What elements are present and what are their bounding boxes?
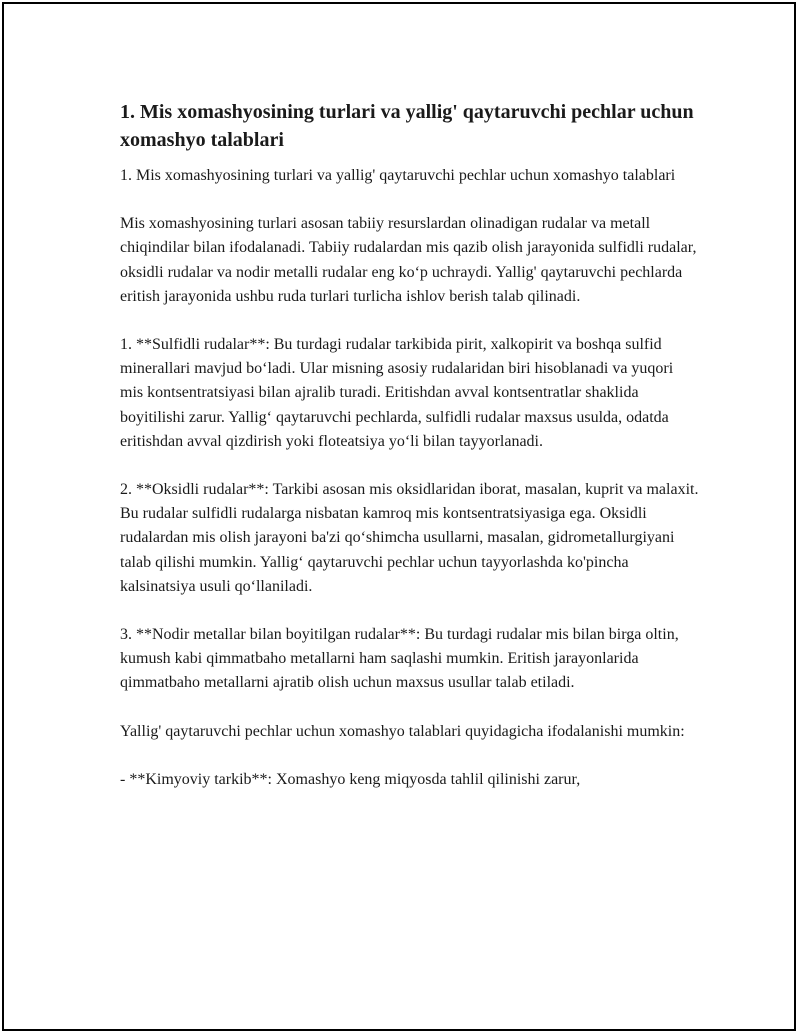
paragraph-sulfide-ores: 1. **Sulfidli rudalar**: Bu turdagi rudalar tarkibida pirit, xalkopirit va boshqa sulfid minerallari mavjud boʻladi. Ular misning asosiy rudalaridan biri hisoblanadi va yuqori mis kontsentratsiyasi bilan ajralib turadi. Eritishdan avval kontsentratlar shaklida boyitilishi zarur. Yalligʻ qaytaruvchi pechlarda, sulfidli rudalar maxsus usulda, odatda eritishdan avval qizdirish yoki floteatsiya yoʻli bilan tayyorlanadi. [120, 336, 678, 450]
document-content [120, 98, 703, 816]
paragraph-precious-metal-ores: 3. **Nodir metallar bilan boyitilgan rudalar**: Bu turdagi rudalar mis bilan birga oltin, kumush kabi qimmatbaho metallarni ham saqlashi mumkin. Eritish jarayonlarida qimmatbaho metallarni ajratib olish uchun maxsus usullar talab etiladi. [120, 626, 683, 692]
paragraph-chemical-composition: - **Kimyoviy tarkib**: Xomashyo keng miqyosda tahlil qilinishi zarur, [120, 770, 581, 788]
paragraph-intro-heading: 1. Mis xomashyosining turlari va yallig' qaytaruvchi pechlar uchun xomashyo talablari [120, 167, 676, 184]
paragraph-oxide-ores: 2. **Oksidli rudalar**: Tarkibi asosan mis oksidlaridan iborat, masalan, kuprit va malaxit. Bu rudalar sulfidli rudalarga nisbatan kamroq mis kontsentratsiyasiga ega. Oksidli rudalardan mis olish jarayoni ba'zi qoʻshimcha usullarni, masalan, gidrometallurgiyani talab qilishi mumkin. Yalligʻ qaytaruvchi pechlar uchun tayyorlashda ko'pincha kalsinatsiya usuli qoʻllaniladi. [120, 481, 703, 595]
document-title: 1. Mis xomashyosining turlari va yallig' qaytaruvchi pechlar uchun xomashyo talablari [120, 101, 694, 151]
paragraph-overview: Mis xomashyosining turlari asosan tabiiy resurslardan olinadigan rudalar va metall chiqindilar bilan ifodalanadi. Tabiiy rudalardan mis qazib olish jarayonida sulfidli rudalar, oksidli rudalar va nodir metalli rudalar eng koʻp uchraydi. Yallig' qaytaruvchi pechlarda eritish jarayonida ushbu ruda turlari turlicha ishlov berish talab qilinadi. [120, 215, 701, 305]
paragraph-requirements-intro: Yallig' qaytaruvchi pechlar uchun xomashyo talablari quyidagicha ifodalanishi mumkin: [120, 722, 685, 740]
document-page [2, 2, 796, 1031]
